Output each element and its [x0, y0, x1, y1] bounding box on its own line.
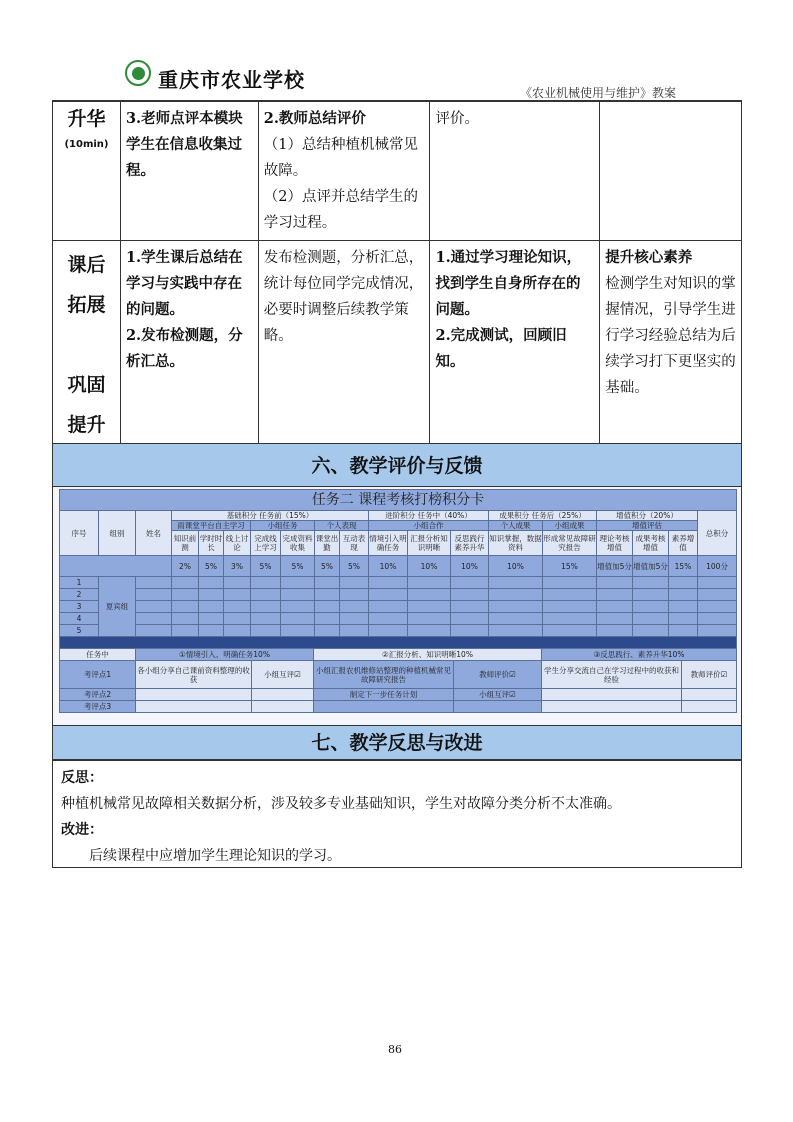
- stage-cell: [53, 241, 121, 450]
- stage-label: 巩固: [67, 374, 106, 396]
- score-card: [52, 487, 742, 725]
- score-cell: [543, 601, 597, 613]
- text: 1.通过学习理论知识，找到学生自身所存在的问题。: [435, 249, 582, 318]
- score-cell: [489, 577, 543, 589]
- intent-cell: [600, 102, 742, 241]
- item-header: 知识掌握，数据资料: [489, 531, 543, 556]
- text: 1.学生课后总结在学习与实践中存在的问题。: [125, 249, 243, 318]
- content-item: （1）总结种植机械常见故障。: [263, 137, 418, 179]
- score-cell: [281, 577, 315, 589]
- score-cell: [698, 625, 737, 637]
- score-cell: [543, 625, 597, 637]
- table-row: [60, 625, 737, 637]
- task-stage-1: ①情境引入、明确任务10%: [136, 649, 314, 661]
- score-cell: [451, 577, 489, 589]
- item-header: 线上讨论: [224, 531, 251, 556]
- score-cell: [369, 577, 408, 589]
- weight-cell: 15%: [669, 556, 698, 577]
- row-number: 5: [60, 625, 99, 637]
- score-cell: [669, 625, 698, 637]
- score-cell: [489, 589, 543, 601]
- empty: [682, 701, 737, 713]
- card-title: 任务二 课程考核打榜积分卡: [60, 490, 737, 511]
- group-result: 成果积分 任务后（25%）: [489, 511, 597, 521]
- score-cell: [251, 589, 281, 601]
- section-6-heading: 六、教学评价与反馈: [52, 443, 742, 487]
- empty: [252, 701, 314, 713]
- weight-cell: 增值加5分: [633, 556, 669, 577]
- reflection-label: 反思：: [61, 770, 103, 786]
- item-header: 成果考核增值: [633, 531, 669, 556]
- stage-label: 提升: [67, 414, 106, 436]
- score-cell: [136, 601, 172, 613]
- item-header: 互动表现: [340, 531, 369, 556]
- item-header: 课堂出勤: [315, 531, 340, 556]
- score-cell: [669, 577, 698, 589]
- score-cell: [489, 613, 543, 625]
- empty: [252, 689, 314, 701]
- task-stage-2: ②汇报分析、知识明晰10%: [314, 649, 542, 661]
- col-group: 组别: [99, 511, 136, 556]
- school-name: 重庆市农业学校: [158, 68, 305, 92]
- score-cell: [597, 625, 633, 637]
- stage-label: 拓展: [67, 294, 106, 316]
- score-cell: [633, 613, 669, 625]
- score-cell: [698, 601, 737, 613]
- item-header: 完成资料收集: [281, 531, 315, 556]
- school-logo: [125, 60, 151, 86]
- task-stage-3: ③反思践行、素养升华10%: [542, 649, 737, 661]
- score-cell: [340, 625, 369, 637]
- score-cell: [408, 625, 451, 637]
- weight-cell: 5%: [340, 556, 369, 577]
- group-name: 夏宾组: [99, 577, 136, 637]
- weight-cell: 5%: [251, 556, 281, 577]
- score-cell: [489, 601, 543, 613]
- content-title: 2.教师总结评价: [263, 110, 366, 127]
- score-cell: [340, 613, 369, 625]
- teacher-activity: 3.老师点评本模块学生在信息收集过程。: [120, 102, 258, 241]
- course-title: 《农业机械使用与维护》教案: [520, 86, 677, 100]
- table-row: [60, 601, 737, 613]
- row-number: 1: [60, 577, 99, 589]
- weight-cell: 3%: [224, 556, 251, 577]
- text: 提升核心素养: [605, 249, 693, 266]
- score-cell: [172, 589, 199, 601]
- score-cell: [633, 601, 669, 613]
- score-cell: [369, 613, 408, 625]
- score-cell: [172, 613, 199, 625]
- score-cell: [136, 577, 172, 589]
- weight-cell: 2%: [172, 556, 199, 577]
- text: 检测学生对知识的掌握情况，引导学生进行学习经验总结为后续学习打下更坚实的基础。: [605, 276, 736, 396]
- score-cell: [340, 589, 369, 601]
- sub-header: 小组任务: [251, 521, 315, 531]
- eval-method: 教师评价☑: [454, 661, 542, 689]
- empty: [542, 689, 682, 701]
- score-cell: [251, 601, 281, 613]
- score-cell: [543, 613, 597, 625]
- eval-point-3: 考评点3: [60, 701, 136, 713]
- score-cell: [451, 601, 489, 613]
- score-cell: [451, 589, 489, 601]
- score-cell: [543, 589, 597, 601]
- student-activity: [430, 241, 600, 450]
- row-number: 2: [60, 589, 99, 601]
- score-cell: [597, 577, 633, 589]
- score-cell: [199, 589, 224, 601]
- table-row: [60, 589, 737, 601]
- score-cell: [698, 589, 737, 601]
- score-cell: [408, 577, 451, 589]
- score-cell: [597, 589, 633, 601]
- student-activity: 评价。: [430, 102, 600, 241]
- eval-method: 小组互评☑: [454, 689, 542, 701]
- score-cell: [199, 613, 224, 625]
- weight-cell: 5%: [281, 556, 315, 577]
- score-cell: [136, 613, 172, 625]
- score-cell: [281, 625, 315, 637]
- item-header: 素养增值: [669, 531, 698, 556]
- item-header: 反思践行素养升华: [451, 531, 489, 556]
- eval-point-1: 考评点1: [60, 661, 136, 689]
- score-cell: [698, 613, 737, 625]
- score-cell: [633, 625, 669, 637]
- score-cell: [669, 601, 698, 613]
- weight-cell: 5%: [199, 556, 224, 577]
- stage-cell: [53, 102, 121, 241]
- improvement-label: 改进：: [61, 822, 103, 838]
- item-header: 理论考核增值: [597, 531, 633, 556]
- score-cell: [224, 601, 251, 613]
- score-cell: [224, 577, 251, 589]
- score-cell: [451, 625, 489, 637]
- empty: [136, 701, 252, 713]
- score-cell: [136, 625, 172, 637]
- section-7-heading: 七、教学反思与改进: [52, 725, 742, 760]
- score-cell: [408, 589, 451, 601]
- score-cell: [451, 613, 489, 625]
- sub-header: 小组合作: [369, 521, 489, 531]
- score-cell: [597, 601, 633, 613]
- score-cell: [281, 589, 315, 601]
- score-cell: [281, 613, 315, 625]
- content-item: （2）点评并总结学生的学习过程。: [263, 189, 418, 231]
- item-header: 知识前测: [172, 531, 199, 556]
- weight-cell: 增值加5分: [597, 556, 633, 577]
- sub-header: 雨课堂平台自主学习: [172, 521, 251, 531]
- weight-cell: 15%: [543, 556, 597, 577]
- reflection-text: 种植机械常见故障相关数据分析，涉及较多专业基础知识，学生对故障分类分析不太准确。: [61, 796, 621, 812]
- item-header: 形成常见故障研究报告: [543, 531, 597, 556]
- row-number: 3: [60, 601, 99, 613]
- stage-time: (10min): [64, 139, 109, 150]
- eval-text: 制定下一步任务计划: [314, 689, 454, 701]
- teacher-activity: [120, 241, 258, 450]
- score-cell: [315, 601, 340, 613]
- score-cell: [408, 601, 451, 613]
- score-cell: [340, 577, 369, 589]
- sub-header: 个人成果: [489, 521, 543, 531]
- sub-header: 个人表现: [315, 521, 369, 531]
- reflection-box: [52, 760, 742, 868]
- score-cell: [251, 613, 281, 625]
- table-row: [60, 577, 737, 589]
- text: 2.完成测试，回顾旧知。: [435, 327, 567, 370]
- score-cell: [340, 601, 369, 613]
- empty: [136, 689, 252, 701]
- text: 2.发布检测题，分析汇总。: [125, 327, 243, 370]
- score-cell: [669, 613, 698, 625]
- group-value: 增值积分（20%）: [597, 511, 698, 521]
- eval-method: 小组互评☑: [252, 661, 314, 689]
- col-total: 总积分: [698, 511, 737, 556]
- intent-cell: [600, 241, 742, 450]
- page-number: 86: [388, 1043, 402, 1056]
- stage-label: 课后: [67, 254, 106, 276]
- eval-point-2: 考评点2: [60, 689, 136, 701]
- score-cell: [224, 613, 251, 625]
- weight-cell: 10%: [489, 556, 543, 577]
- score-cell: [172, 577, 199, 589]
- empty: [542, 701, 682, 713]
- score-cell: [369, 589, 408, 601]
- eval-text: 学生分享交流自己在学习过程中的收获和经验: [542, 661, 682, 689]
- score-cell: [281, 601, 315, 613]
- sub-header: 增值评估: [597, 521, 698, 531]
- improvement-text: 后续课程中应增加学生理论知识的学习。: [89, 848, 341, 864]
- eval-text: 各小组分享自己课前资料整理的收获: [136, 661, 252, 689]
- score-card-table: [59, 489, 737, 650]
- weight-cell: 100分: [698, 556, 737, 577]
- empty: [314, 701, 454, 713]
- empty: [454, 701, 542, 713]
- score-cell: [199, 625, 224, 637]
- row-number: 4: [60, 613, 99, 625]
- content-cell: [258, 102, 430, 241]
- content-cell: 发布检测题，分析汇总，统计每位同学完成情况，必要时调整后续教学策略。: [258, 241, 430, 450]
- score-cell: [172, 601, 199, 613]
- task-eval-table: [59, 648, 737, 713]
- score-cell: [251, 577, 281, 589]
- score-cell: [199, 601, 224, 613]
- score-cell: [489, 625, 543, 637]
- empty: [682, 689, 737, 701]
- score-cell: [199, 577, 224, 589]
- score-cell: [315, 577, 340, 589]
- score-cell: [543, 577, 597, 589]
- score-cell: [315, 589, 340, 601]
- score-cell: [369, 625, 408, 637]
- weight-cell: 10%: [451, 556, 489, 577]
- col-seq: 序号: [60, 511, 99, 556]
- score-cell: [315, 613, 340, 625]
- score-cell: [633, 577, 669, 589]
- pct-spacer: [60, 556, 172, 577]
- eval-text: 小组汇报农机维修站整理的种植机械常见故障研究报告: [314, 661, 454, 689]
- eval-method: 教师评价☑: [682, 661, 737, 689]
- stage-label: 升华: [67, 108, 106, 130]
- weight-cell: 5%: [315, 556, 340, 577]
- score-cell: [136, 589, 172, 601]
- item-header: 学时时长: [199, 531, 224, 556]
- lesson-table: [52, 101, 742, 450]
- col-name: 姓名: [136, 511, 172, 556]
- group-basic: 基础积分 任务前（15%）: [172, 511, 369, 521]
- score-cell: [172, 625, 199, 637]
- table-row: [60, 613, 737, 625]
- item-header: 完成线上学习: [251, 531, 281, 556]
- score-cell: [315, 625, 340, 637]
- group-advanced: 进阶积分 任务中（40%）: [369, 511, 489, 521]
- item-header: 情境引入明确任务: [369, 531, 408, 556]
- sub-header: 小组成果: [543, 521, 597, 531]
- item-header: 汇报分析知识明晰: [408, 531, 451, 556]
- task-label: 任务中: [60, 649, 136, 661]
- score-cell: [251, 625, 281, 637]
- score-cell: [633, 589, 669, 601]
- score-cell: [224, 589, 251, 601]
- weight-cell: 10%: [369, 556, 408, 577]
- score-cell: [669, 589, 698, 601]
- score-cell: [224, 625, 251, 637]
- weight-cell: 10%: [408, 556, 451, 577]
- score-cell: [698, 577, 737, 589]
- score-cell: [369, 601, 408, 613]
- score-cell: [408, 613, 451, 625]
- score-cell: [597, 613, 633, 625]
